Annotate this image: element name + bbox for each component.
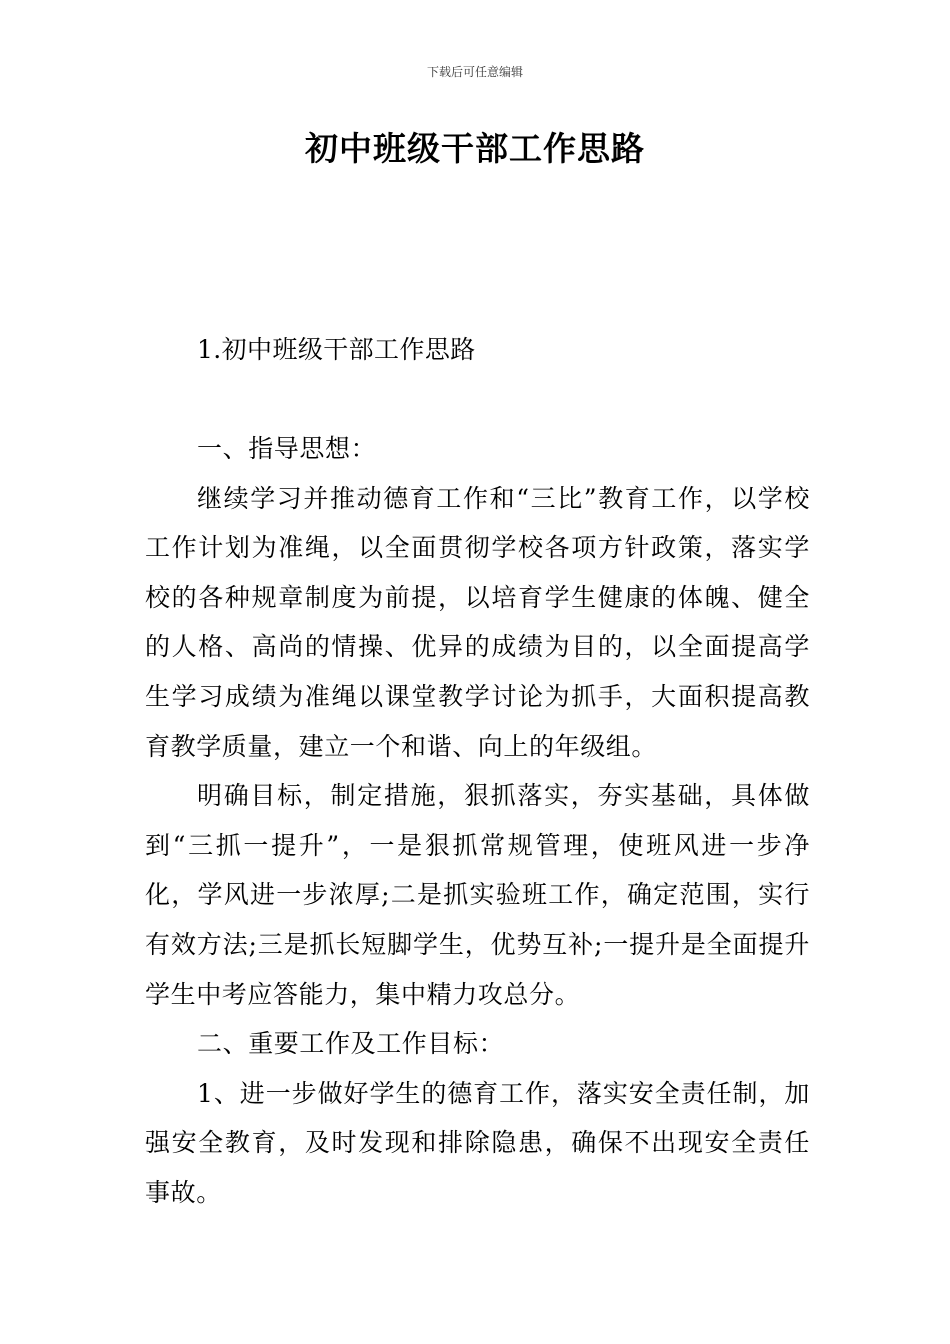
paragraph-goals: 明确目标，制定措施，狠抓落实，夯实基础，具体做到“三抓一提升”，一是狠抓常规管理，使班风进一步净化，学风进一步浓厚;二是抓实验班工作，确定范围，实行有效方法;三是抓长短脚学生，优势互补;一提升是全面提升学生中考应答能力，集中精力攻总分。 — [145, 781, 810, 1009]
header-note: 下载后可任意编辑 — [426, 65, 523, 79]
heading-guiding-thought: 一、指导思想： — [197, 434, 377, 463]
document-body — [145, 424, 810, 1218]
paragraph-moral-education: 1、进一步做好学生的德育工作，落实安全责任制，加强安全教育，及时发现和排除隐患，确保不出现安全责任事故。 — [145, 1078, 810, 1207]
section-subtitle: 1.初中班级干部工作思路 — [197, 335, 476, 364]
document-title: 初中班级干部工作思路 — [305, 129, 645, 168]
heading-main-work: 二、重要工作及工作目标： — [197, 1029, 505, 1059]
paragraph-guiding-thought: 继续学习并推动德育工作和“三比”教育工作，以学校工作计划为准绳，以全面贯彻学校各项方针政策，落实学校的各种规章制度为前提，以培育学生健康的体魄、健全的人格、高尚的情操、优异的成绩为目的，以全面提高学生学习成绩为准绳以课堂教学讨论为抓手，大面积提高教育教学质量，建立一个和谐、向上的年级组。 — [145, 483, 810, 761]
